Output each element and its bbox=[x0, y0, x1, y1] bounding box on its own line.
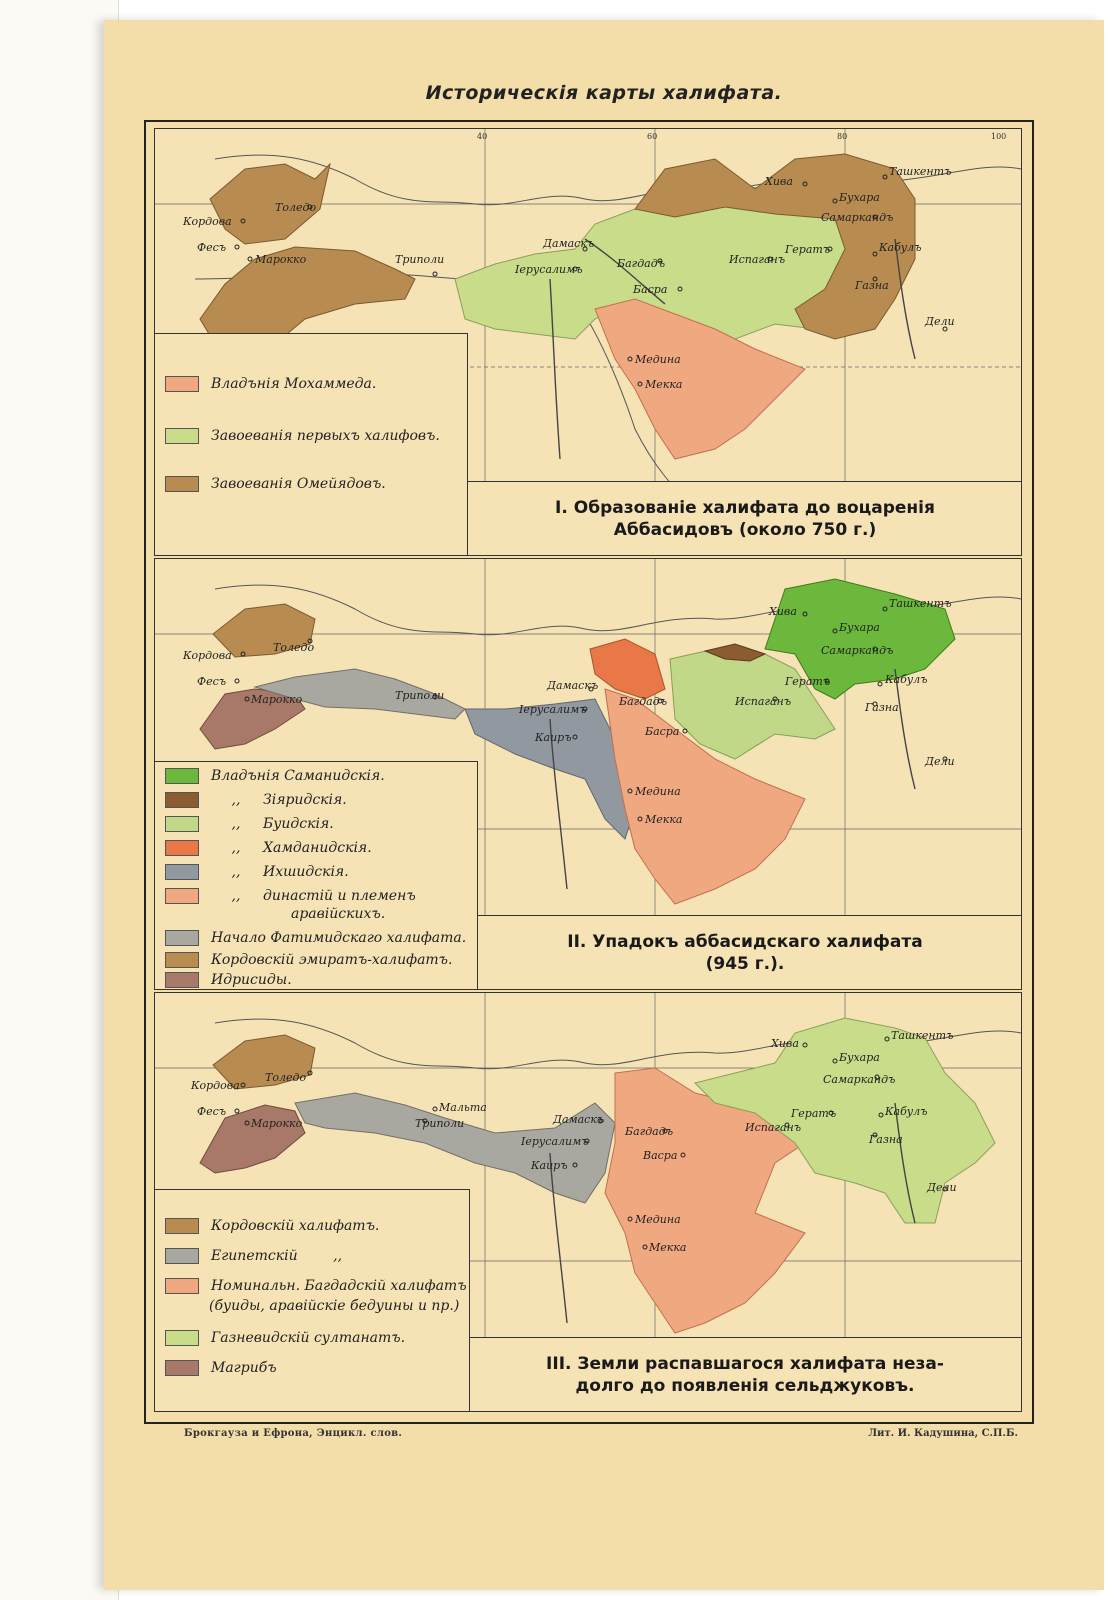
legend-label: Буидскія. bbox=[263, 816, 334, 832]
facing-page bbox=[0, 0, 119, 1600]
legend-label: Газневидскій султанатъ. bbox=[211, 1330, 406, 1346]
city-baghdad: Багдадъ bbox=[625, 1125, 674, 1138]
caption-line: Аббасидовъ (около 750 г.) bbox=[613, 520, 877, 540]
city-jerusalem: Іерусалимъ bbox=[519, 703, 587, 716]
city-mecca: Мекка bbox=[645, 813, 683, 826]
legend-label: Начало Фатимидскаго халифата. bbox=[211, 930, 467, 946]
grid-label: 60 bbox=[647, 132, 658, 141]
publisher-credit: Брокгауза и Ефрона, Энцикл. слов. bbox=[184, 1428, 403, 1439]
ditto-mark: ,, bbox=[231, 792, 241, 808]
caption-line: I. Образованіе халифата до воцаренія bbox=[555, 498, 935, 518]
legend-swatch bbox=[165, 792, 199, 808]
map-3-caption bbox=[485, 1353, 1005, 1397]
legend-label: Завоеванія Омейядовъ. bbox=[211, 476, 386, 492]
city-cordoba: Кордова bbox=[183, 649, 232, 662]
page-title: Историческія карты халифата. bbox=[425, 82, 783, 104]
map-panel-3 bbox=[154, 992, 1022, 1412]
city-khiva: Хива bbox=[771, 1037, 799, 1050]
city-toledo: Толедо bbox=[273, 641, 315, 654]
indus bbox=[895, 669, 915, 789]
map-3-legend bbox=[155, 1189, 470, 1412]
city-toledo: Толедо bbox=[275, 201, 317, 214]
city-isfahan: Испаганъ bbox=[735, 695, 792, 708]
ditto-mark: ,, bbox=[231, 840, 241, 856]
caption-line: III. Земли распавшагося халифата неза- bbox=[546, 1354, 944, 1374]
city-malta: Мальта bbox=[439, 1101, 487, 1114]
city-fez: Фесъ bbox=[197, 675, 227, 688]
legend-swatch bbox=[165, 840, 199, 856]
city-isfahan: Испаганъ bbox=[745, 1121, 802, 1134]
legend-row bbox=[165, 970, 292, 990]
legend-swatch bbox=[165, 864, 199, 880]
city-baghdad: Багдадъ bbox=[619, 695, 668, 708]
city-samarkand: Самаркандъ bbox=[823, 1073, 896, 1086]
city-khiva: Хива bbox=[769, 605, 797, 618]
city-tashkent: Ташкентъ bbox=[889, 597, 952, 610]
legend-sublabel: (буиды, аравійскіе бедуины и пр.) bbox=[209, 1298, 460, 1314]
city-herat: Гератъ bbox=[791, 1107, 837, 1120]
map-1-caption bbox=[485, 497, 1005, 541]
legend-swatch bbox=[165, 972, 199, 988]
legend-label: Кордовскій эмиратъ-халифатъ. bbox=[211, 952, 453, 968]
city-jerusalem: Іерусалимъ bbox=[521, 1135, 589, 1148]
city-morocco: Марокко bbox=[251, 1117, 303, 1130]
legend-label: Завоеванія первыхъ халифовъ. bbox=[211, 428, 440, 444]
city-tashkent: Ташкентъ bbox=[889, 165, 952, 178]
caption-line: долго до появленія сельджуковъ. bbox=[575, 1376, 915, 1396]
legend-swatch bbox=[165, 952, 199, 968]
legend-row bbox=[165, 426, 440, 446]
legend-swatch bbox=[165, 1248, 199, 1264]
city-ghazni: Газна bbox=[869, 1133, 903, 1146]
legend-label: Ихшидскія. bbox=[263, 864, 349, 880]
legend-row bbox=[165, 814, 334, 834]
legend-label: Магрибъ bbox=[211, 1360, 277, 1376]
city-morocco: Марокко bbox=[251, 693, 303, 706]
legend-row bbox=[165, 1246, 342, 1266]
city-cairo: Каиръ bbox=[535, 731, 572, 744]
city-baghdad: Багдадъ bbox=[617, 257, 666, 270]
city-medina: Медина bbox=[635, 1213, 681, 1226]
city-kabul: Кабулъ bbox=[885, 1105, 928, 1118]
city-medina: Медина bbox=[635, 785, 681, 798]
map-2-caption bbox=[485, 931, 1005, 975]
grid-label: 80 bbox=[837, 132, 848, 141]
legend-sublabel: аравійскихъ. bbox=[291, 906, 386, 922]
city-kabul: Кабулъ bbox=[879, 241, 922, 254]
hamdanid bbox=[590, 639, 665, 699]
city-damascus: Дамаскъ bbox=[547, 679, 599, 692]
city-morocco: Марокко bbox=[255, 253, 307, 266]
city-basra: Васра bbox=[643, 1149, 678, 1162]
legend-label: Идрисиды. bbox=[211, 972, 292, 988]
city-damascus: Дамаскъ bbox=[543, 237, 595, 250]
city-bukhara: Бухара bbox=[839, 621, 880, 634]
lithographer-credit: Лит. И. Кадушина, С.П.Б. bbox=[868, 1428, 1018, 1439]
legend-label: Владънія Саманидскія. bbox=[211, 768, 385, 784]
ditto-mark: ,, bbox=[231, 888, 241, 904]
legend-label: Хамданидскія. bbox=[263, 840, 372, 856]
city-damascus: Дамаскъ bbox=[553, 1113, 605, 1126]
legend-row bbox=[165, 928, 466, 948]
legend-label: Египетскій ,, bbox=[211, 1248, 343, 1264]
legend-swatch bbox=[165, 428, 199, 444]
legend-label: Владънія Мохаммеда. bbox=[211, 376, 377, 392]
city-tripoli: Триполи bbox=[395, 253, 445, 266]
city-bukhara: Бухара bbox=[839, 191, 880, 204]
city-herat: Гератъ bbox=[785, 243, 831, 256]
city-medina: Медина bbox=[635, 353, 681, 366]
legend-swatch bbox=[165, 1360, 199, 1376]
city-delhi: Дели bbox=[925, 755, 955, 768]
legend-swatch bbox=[165, 816, 199, 832]
city-mecca: Мекка bbox=[649, 1241, 687, 1254]
legend-swatch bbox=[165, 476, 199, 492]
city-fez: Фесъ bbox=[197, 241, 227, 254]
city-cordoba: Кордова bbox=[191, 1079, 240, 1092]
city-herat: Гератъ bbox=[785, 675, 831, 688]
caption-line: II. Упадокъ аббасидскаго халифата bbox=[567, 932, 923, 952]
ditto-mark: ,, bbox=[231, 816, 241, 832]
city-basra: Басра bbox=[633, 283, 668, 296]
legend-label: Кордовскій халифатъ. bbox=[211, 1218, 380, 1234]
legend-label: Номинальн. Багдадскій халифатъ bbox=[211, 1278, 467, 1294]
grid-label: 100 bbox=[991, 132, 1007, 141]
legend-swatch bbox=[165, 1218, 199, 1234]
city-tripoli: Триполи bbox=[415, 1117, 465, 1130]
city-jerusalem: Іерусалимъ bbox=[515, 263, 583, 276]
legend-row bbox=[165, 474, 386, 494]
ditto-mark: ,, bbox=[231, 864, 241, 880]
legend-row bbox=[165, 1328, 405, 1348]
city-delhi: Дели bbox=[927, 1181, 957, 1194]
grid-label: 40 bbox=[477, 132, 488, 141]
map-panel-1 bbox=[154, 128, 1022, 556]
city-kabul: Кабулъ bbox=[885, 673, 928, 686]
caption-line: (945 г.). bbox=[705, 954, 785, 974]
legend-swatch bbox=[165, 930, 199, 946]
legend-swatch bbox=[165, 1330, 199, 1346]
legend-row bbox=[165, 862, 349, 882]
city-samarkand: Самаркандъ bbox=[821, 644, 894, 657]
city-toledo: Толедо bbox=[265, 1071, 307, 1084]
legend-label: Зіяридскія. bbox=[263, 792, 347, 808]
legend-row bbox=[165, 886, 416, 906]
city-mecca: Мекка bbox=[645, 378, 683, 391]
city-bukhara: Бухара bbox=[839, 1051, 880, 1064]
city-fez: Фесъ bbox=[197, 1105, 227, 1118]
map-1-legend bbox=[155, 333, 468, 556]
legend-row bbox=[165, 766, 385, 786]
city-basra: Басра bbox=[645, 725, 680, 738]
map-sheet bbox=[104, 20, 1104, 1590]
legend-row bbox=[165, 374, 376, 394]
legend-swatch bbox=[165, 888, 199, 904]
legend-swatch bbox=[165, 1278, 199, 1294]
legend-row bbox=[165, 838, 372, 858]
map-2-legend bbox=[155, 761, 478, 990]
legend-row bbox=[165, 1358, 277, 1378]
legend-swatch bbox=[165, 768, 199, 784]
legend-row bbox=[165, 790, 347, 810]
city-tripoli: Триполи bbox=[395, 689, 445, 702]
city-cordoba: Кордова bbox=[183, 215, 232, 228]
map-panel-2 bbox=[154, 558, 1022, 990]
city-cairo: Каиръ bbox=[531, 1159, 568, 1172]
city-samarkand: Самаркандъ bbox=[821, 211, 894, 224]
legend-row bbox=[165, 1276, 467, 1296]
legend-label: династій и племенъ bbox=[263, 888, 416, 904]
legend-swatch bbox=[165, 376, 199, 392]
city-delhi: Дели bbox=[925, 315, 955, 328]
legend-row bbox=[165, 1216, 379, 1236]
city-isfahan: Испаганъ bbox=[729, 253, 786, 266]
city-ghazni: Газна bbox=[855, 279, 889, 292]
city-tashkent: Ташкентъ bbox=[891, 1029, 954, 1042]
umayyad-africa bbox=[200, 247, 415, 344]
city-ghazni: Газна bbox=[865, 701, 899, 714]
city-khiva: Хива bbox=[765, 175, 793, 188]
legend-row bbox=[165, 950, 452, 970]
